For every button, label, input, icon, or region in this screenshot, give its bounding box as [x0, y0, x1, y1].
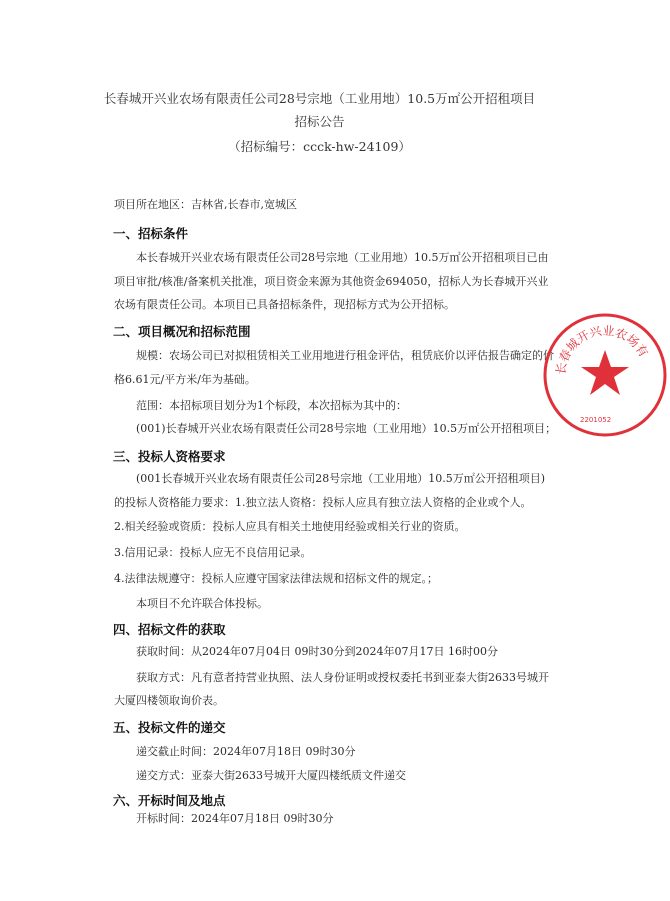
seal-star-icon: [581, 350, 629, 395]
doc-title-line2: 招标公告: [294, 114, 345, 129]
section-5-p2: 递交方式：亚泰大街2633号城开大厦四楼纸质文件递交: [136, 769, 406, 782]
section-3-p4: 3.信用记录：投标人应无不良信用记录。: [114, 546, 312, 559]
doc-title-line1: 长春城开兴业农场有限责任公司28号宗地（工业用地）10.5万㎡公开招租项目: [103, 91, 536, 106]
section-3-p3: 2.相关经验或资质：投标人应具有相关土地使用经验或相关行业的资质。: [114, 520, 466, 533]
section-1-p1: 本长春城开兴业农场有限责任公司28号宗地（工业用地）10.5万㎡公开招租项目已由: [136, 251, 549, 264]
section-5-heading: 五、投标文件的递交: [113, 720, 226, 735]
official-seal-icon: [540, 310, 670, 440]
section-3-p2: 的投标人资格能力要求：1.独立法人资格：投标人应具有独立法人资格的企业或个人。: [114, 496, 532, 509]
section-2-heading: 二、项目概况和招标范围: [113, 324, 251, 339]
section-3-p6: 本项目不允许联合体投标。: [136, 597, 268, 610]
section-3-p5: 4.法律法规遵守：投标人应遵守国家法律法规和招标文件的规定。；: [114, 572, 438, 585]
seal-text: 长春城开兴业农场有: [553, 323, 651, 376]
section-2-p2: 格6.61元/平方米/年为基础。: [114, 373, 256, 386]
section-4-p2: 获取方式：凡有意者持营业执照、法人身份证明或授权委托书到亚泰大街2633号城开: [136, 671, 549, 684]
section-3-p1: (001长春城开兴业农场有限责任公司28号宗地（工业用地）10.5万㎡公开招租项目): [136, 472, 546, 485]
section-1-p3: 农场有限责任公司。本项目已具备招标条件，现招标方式为公开招标。: [114, 298, 455, 311]
section-2-p1: 规模：农场公司已对拟租赁相关工业用地进行租金评估，租赁底价以评估报告确定的价: [136, 349, 554, 362]
tender-number: （招标编号：ccck-hw-24109）: [228, 139, 411, 154]
section-2-p4: (001)长春城开兴业农场有限责任公司28号宗地（工业用地）10.5万㎡公开招租项目；: [136, 422, 557, 435]
section-3-heading: 三、投标人资格要求: [113, 449, 226, 464]
section-6-p1: 开标时间：2024年07月18日 09时30分: [136, 812, 334, 825]
section-1-heading: 一、招标条件: [113, 226, 189, 241]
section-4-p3: 大厦四楼领取询价表。: [114, 694, 224, 707]
section-4-p1: 获取时间：从2024年07月04日 09时30分到2024年07月17日 16时00分: [136, 645, 498, 658]
section-1-p2: 项目审批/核准/备案机关批准，项目资金来源为其他资金694050，招标人为长春城开兴业: [114, 275, 549, 288]
section-4-heading: 四、招标文件的获取: [113, 622, 226, 637]
project-location: 项目所在地区：吉林省,长春市,宽城区: [114, 198, 297, 211]
seal-code: 2201052: [580, 416, 612, 424]
section-6-heading: 六、开标时间及地点: [113, 793, 226, 808]
section-2-p3: 范围：本招标项目划分为1个标段，本次招标为其中的：: [136, 399, 407, 412]
section-5-p1: 递交截止时间：2024年07月18日 09时30分: [136, 745, 356, 758]
